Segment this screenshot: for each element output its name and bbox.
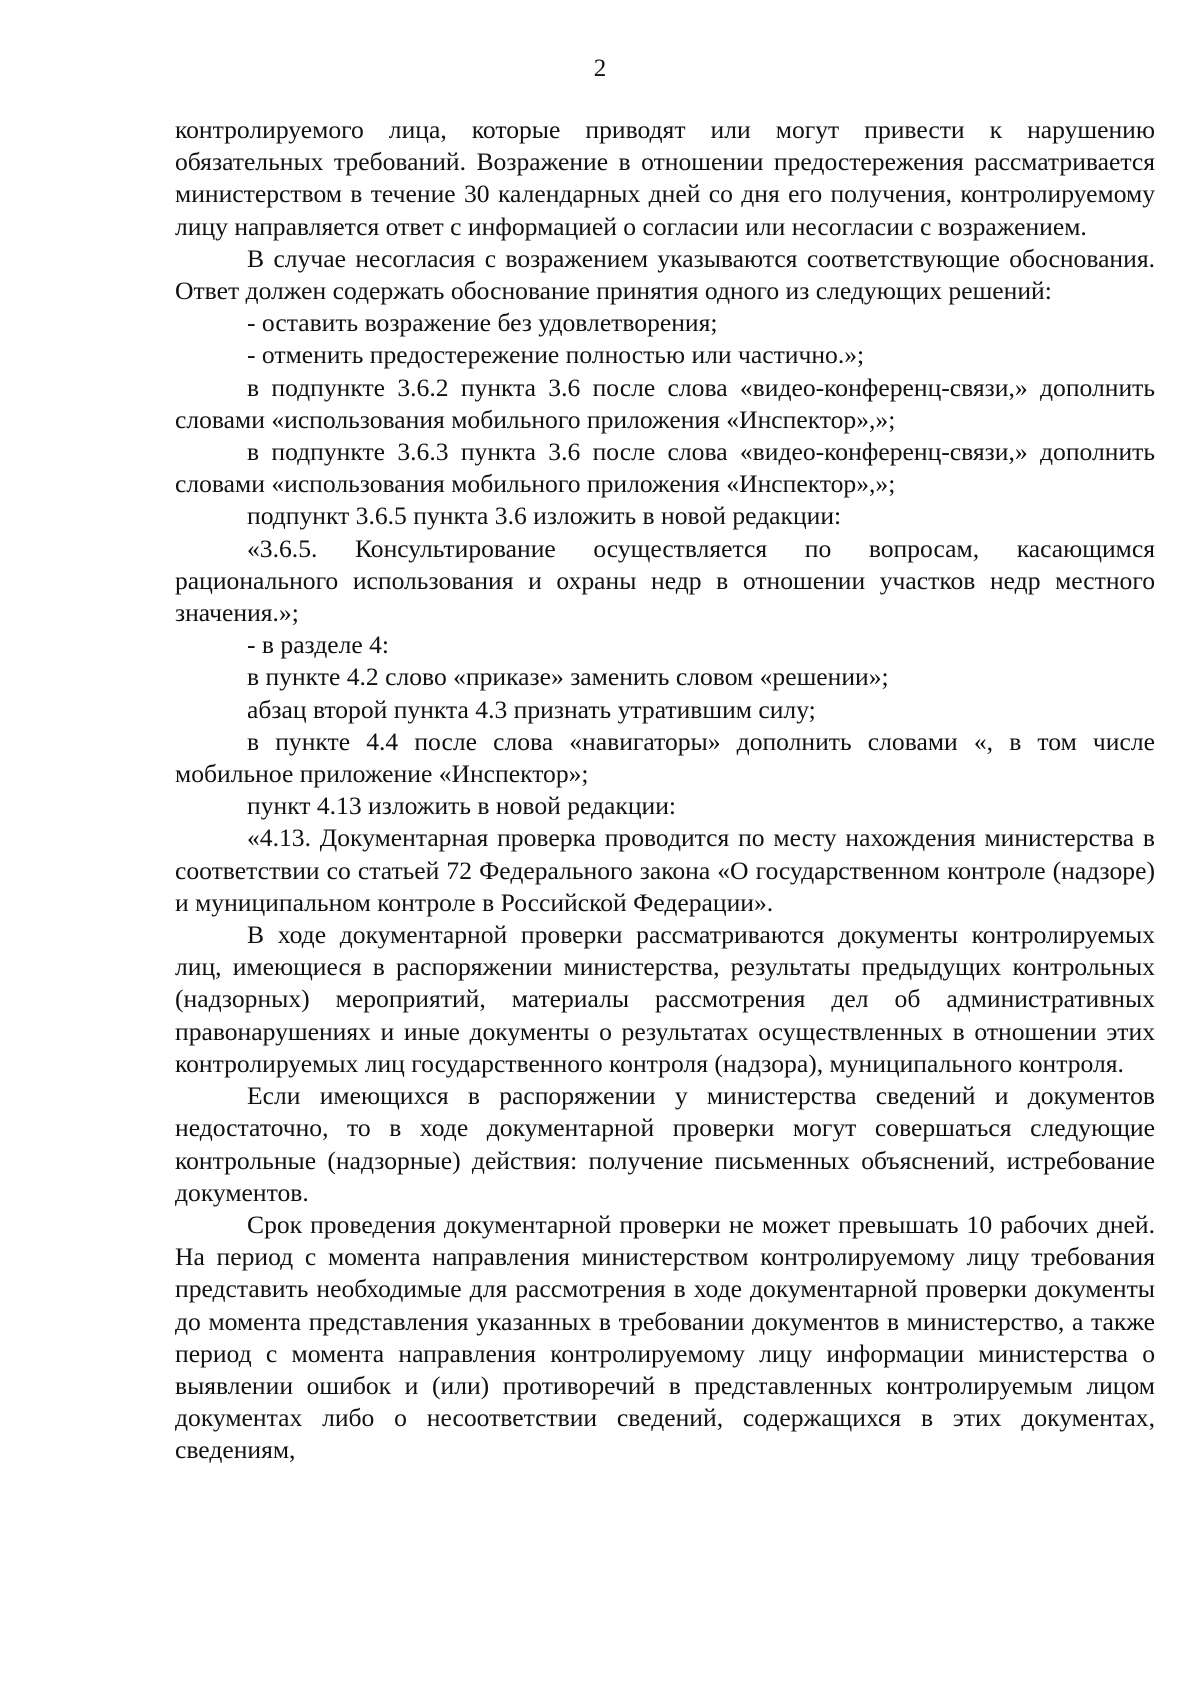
- paragraph-4: - отменить предостережение полностью или частично.»;: [247, 340, 865, 370]
- paragraph-13: пункт 4.13 изложить в новой редакции:: [247, 791, 677, 821]
- paragraph-6: в подпункте 3.6.3 пункта 3.6 после слова «видео-конференц-связи,» дополнить словами «использования мобильного приложения «Инспектор»,»;: [175, 437, 1155, 499]
- paragraph-5: в подпункте 3.6.2 пункта 3.6 после слова «видео-конференц-связи,» дополнить словами «использования мобильного приложения «Инспектор»,»;: [175, 372, 1155, 434]
- paragraph-10: в пункте 4.2 слово «приказе» заменить словом «решении»;: [247, 662, 889, 692]
- paragraph-3: - оставить возражение без удовлетворения;: [247, 308, 718, 338]
- paragraph-2: В случае несогласия с возражением указываются соответствующие обоснования. Ответ должен содержать обоснование принятия одного из следующих решений:: [175, 243, 1155, 306]
- paragraph-16: Если имеющихся в распоряжении у министерства сведений и документов недостаточно, то в ходе документарной проверки могут совершаться следующие контрольные (надзорные) действия: получение письменных объяснений, истребование документов.: [175, 1081, 1155, 1207]
- page-number: 2: [593, 55, 607, 82]
- paragraph-14: «4.13. Документарная проверка проводится по месту нахождения министерства в соответствии со статьей 72 Федерального закона «О государственном контроле (надзоре) и муниципальном контроле в Российской Федерации».: [175, 823, 1155, 917]
- paragraph-17: Срок проведения документарной проверки не может превышать 10 рабочих дней. На период с момента направления министерством контролируемому лицу требования представить необходимые для рассмотрения в ходе документарной проверки документы до момента представления указанных в требовании документов в министерство, а также период с момента направления контролируемому лицу информации министерства о выявлении ошибок и (или) противоречий в представленных контролируемым лицом документах либо о несоответствии сведений, содержащихся в этих документах, сведениям,: [175, 1209, 1155, 1465]
- paragraph-1: контролируемого лица, которые приводят или могут привести к нарушению обязательных требований. Возражение в отношении предостережения рассматривается министерством в течение 30 календарных дней со дня его получения, контролируемому лицу направляется ответ с информацией о согласии или несогласии с возражением.: [175, 115, 1155, 241]
- paragraph-11: абзац второй пункта 4.3 признать утратившим силу;: [247, 694, 816, 724]
- paragraph-15: В ходе документарной проверки рассматриваются документы контролируемых лиц, имеющиеся в распоряжении министерства, результаты предыдущих контрольных (надзорных) мероприятий, материалы рассмотрения дел об административных правонарушениях и иные документы о результатах осуществленных в отношении этих контролируемых лиц государственного контроля (надзора), муниципального контроля.: [175, 920, 1155, 1078]
- document-body: [175, 114, 1155, 1467]
- paragraph-9: - в разделе 4:: [247, 630, 390, 660]
- paragraph-7: подпункт 3.6.5 пункта 3.6 изложить в новой редакции:: [247, 501, 842, 531]
- paragraph-8: «3.6.5. Консультирование осуществляется по вопросам, касающимся рационального использования и охраны недр в отношении участков недр местного значения.»;: [175, 533, 1155, 628]
- paragraph-12: в пункте 4.4 после слова «навигаторы» дополнить словами «, в том числе мобильное приложение «Инспектор»;: [175, 726, 1155, 789]
